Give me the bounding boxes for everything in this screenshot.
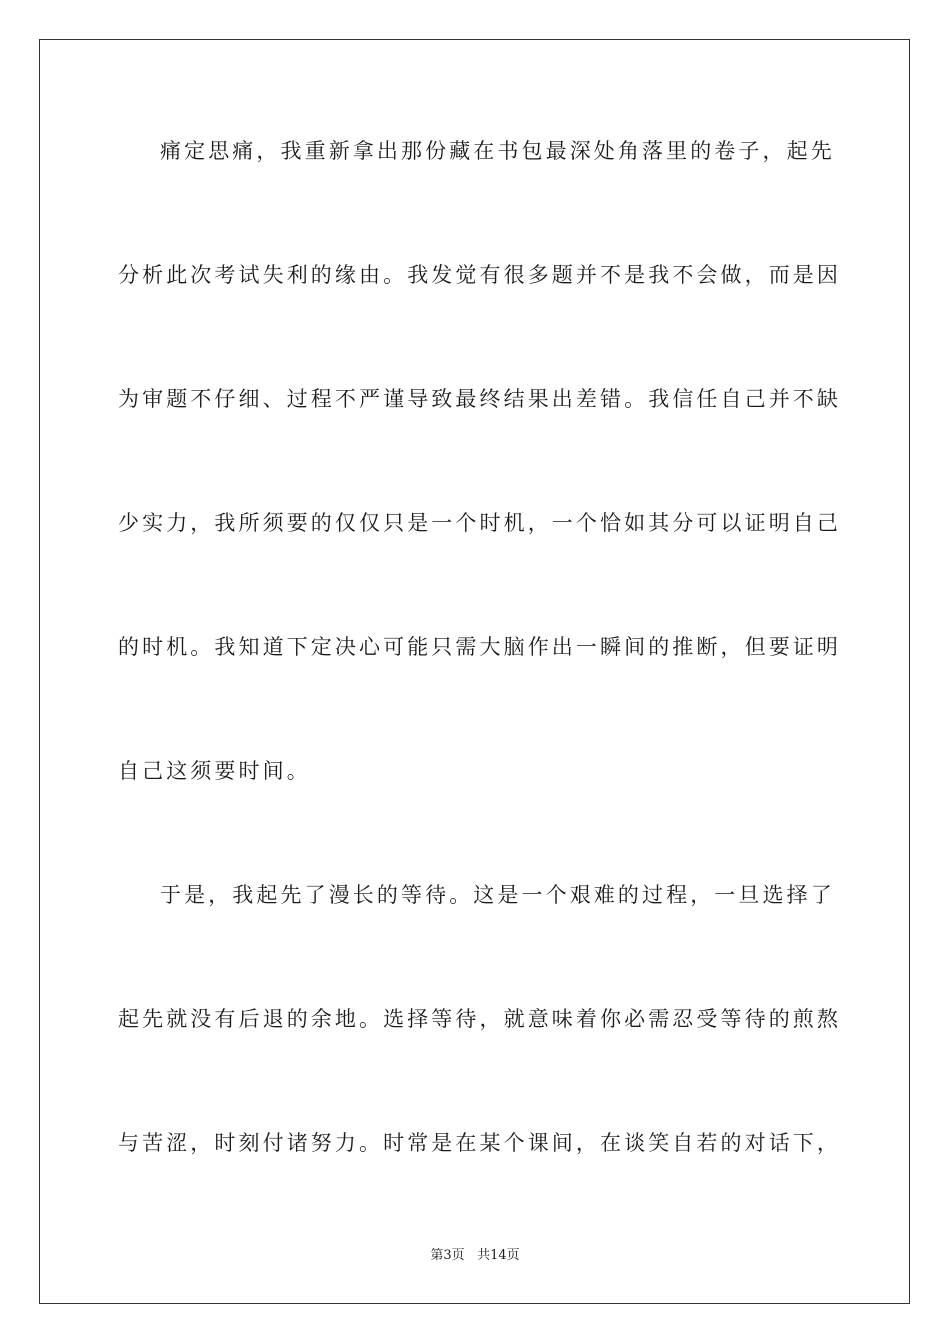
paragraph-1-line-2: 分析此次考试失利的缘由。我发觉有很多题并不是我不会做，而是因	[118, 263, 841, 287]
paragraph-2-line-3: 与苦涩，时刻付诸努力。时常是在某个课间，在谈笑自若的对话下，	[118, 1131, 841, 1155]
page-border	[39, 39, 910, 1304]
paragraph-1-line-4: 少实力，我所须要的仅仅只是一个时机，一个恰如其分可以证明自己	[118, 511, 841, 535]
paragraph-1-line-6: 自己这须要时间。	[118, 759, 311, 783]
current-page-label: 第3页	[430, 1248, 465, 1263]
total-pages-label: 共14页	[477, 1248, 520, 1263]
page-number-footer	[0, 1247, 950, 1265]
paragraph-1-line-5: 的时机。我知道下定决心可能只需大脑作出一瞬间的推断，但要证明	[118, 635, 841, 659]
paragraph-2-line-2: 起先就没有后退的余地。选择等待，就意味着你必需忍受等待的煎熬	[118, 1007, 841, 1031]
paragraph-1-line-3: 为审题不仔细、过程不严谨导致最终结果出差错。我信任自己并不缺	[118, 387, 841, 411]
paragraph-1-line-1: 痛定思痛，我重新拿出那份藏在书包最深处角落里的卷子，起先	[160, 139, 835, 163]
paragraph-2-line-1: 于是，我起先了漫长的等待。这是一个艰难的过程，一旦选择了	[160, 883, 835, 907]
